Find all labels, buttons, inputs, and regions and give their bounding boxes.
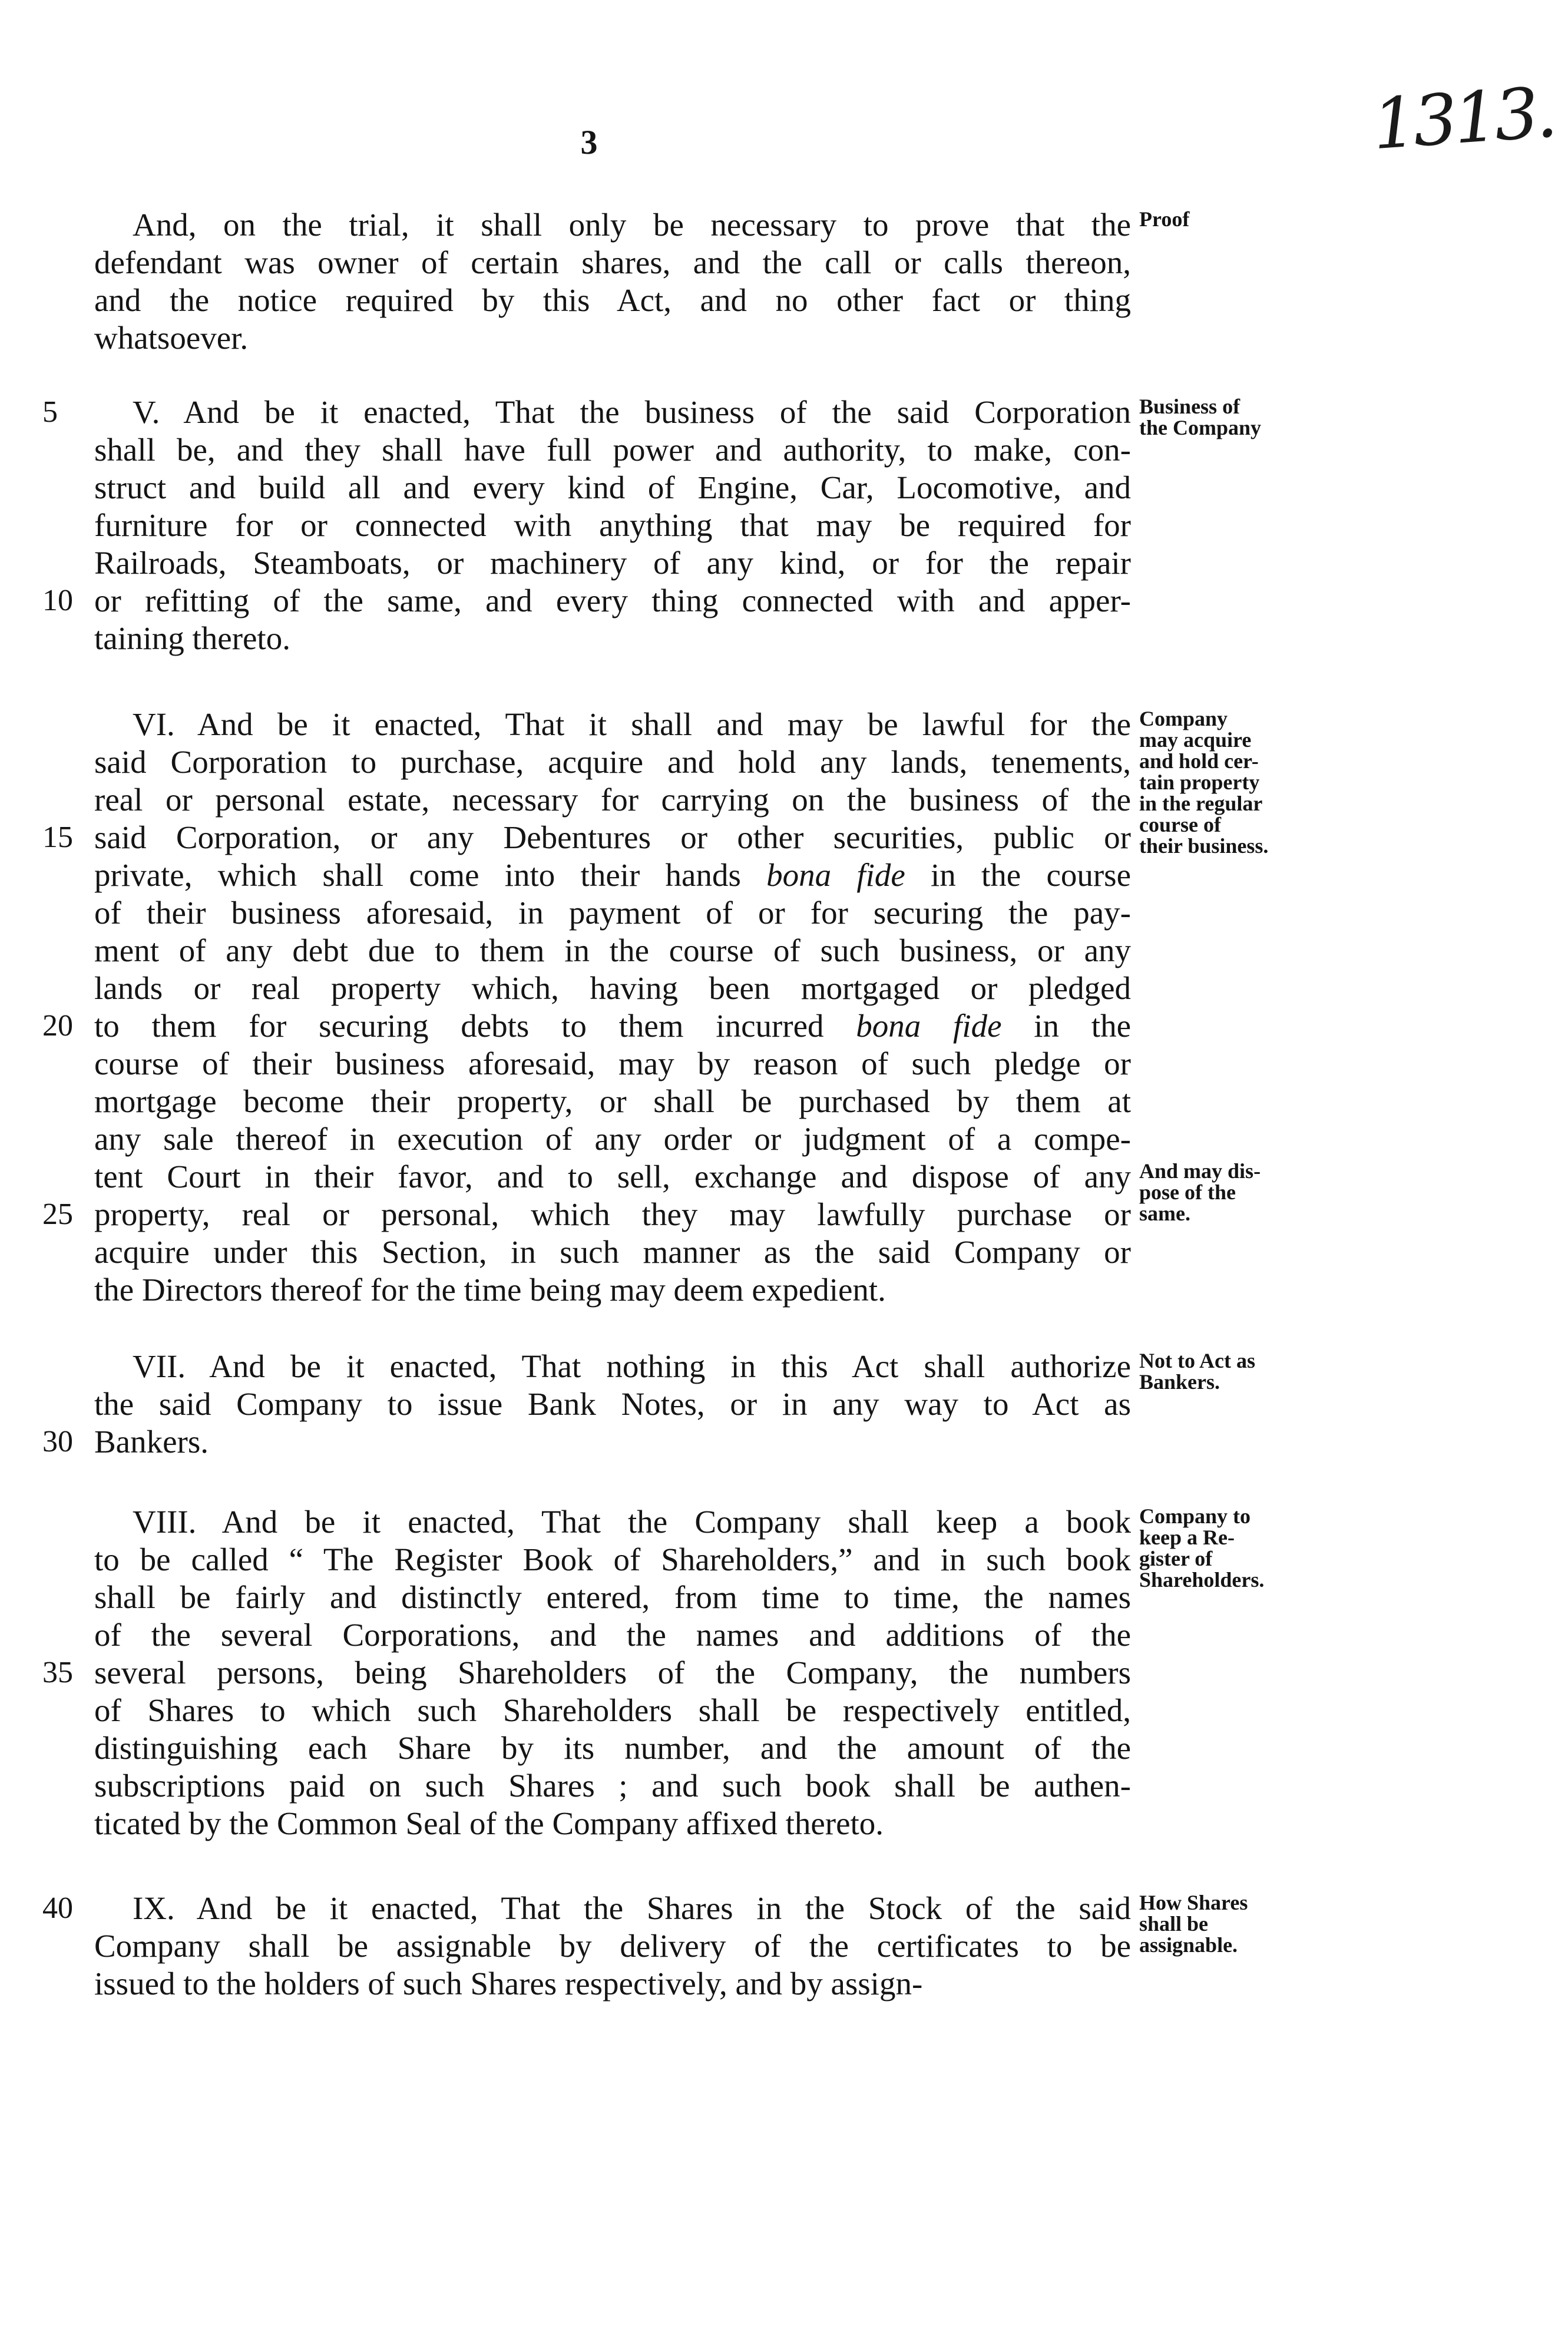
marginal-note-line: tain property bbox=[1139, 770, 1260, 794]
text-line: defendant was owner of certain shares, and the call or calls thereon, bbox=[94, 244, 1131, 280]
line-number: 15 bbox=[42, 821, 73, 854]
text-line: struct and build all and every kind of Engine, Car, Locomotive, and bbox=[94, 469, 1131, 505]
text-line: IX. And be it enacted, That the Shares in the Stock of the said bbox=[133, 1890, 1131, 1926]
marginal-note-line: pose of the bbox=[1139, 1180, 1236, 1204]
text-line: course of their business aforesaid, may by reason of such pledge or bbox=[94, 1046, 1131, 1081]
text-line: shall be, and they shall have full power and authority, to make, con- bbox=[94, 432, 1131, 468]
text-line: any sale thereof in execution of any order or judgment of a compe- bbox=[94, 1121, 1131, 1157]
line-number: 35 bbox=[42, 1656, 73, 1689]
text-line: V. And be it enacted, That the business of the said Corporation bbox=[133, 394, 1131, 430]
page-number: 3 bbox=[580, 123, 598, 161]
marginal-note bbox=[1139, 209, 1316, 230]
text-line: property, real or personal, which they may lawfully purchase or bbox=[94, 1196, 1131, 1232]
marginal-note-line: gister of bbox=[1139, 1547, 1213, 1570]
text-line: ticated by the Common Seal of the Company affixed thereto. bbox=[94, 1805, 884, 1841]
line-number: 40 bbox=[42, 1891, 73, 1925]
marginal-note-line: and hold cer- bbox=[1139, 749, 1259, 773]
text-line: VII. And be it enacted, That nothing in this Act shall authorize bbox=[133, 1348, 1131, 1384]
text-line: Railroads, Steamboats, or machinery of any kind, or for the repair bbox=[94, 545, 1131, 581]
marginal-note bbox=[1139, 396, 1316, 438]
text-line: And, on the trial, it shall only be necessary to prove that the bbox=[133, 207, 1131, 243]
text-line: issued to the holders of such Shares respectively, and by assign- bbox=[94, 1966, 923, 2002]
text-line: ment of any debt due to them in the course of such business, or any bbox=[94, 932, 1131, 968]
text-line: said Corporation to purchase, acquire and hold any lands, tenements, bbox=[94, 744, 1131, 780]
line-number: 20 bbox=[42, 1009, 73, 1043]
text-line: to be called “ The Register Book of Shareholders,” and in such book bbox=[94, 1541, 1131, 1577]
text-line: the said Company to issue Bank Notes, or in any way to Act as bbox=[94, 1386, 1131, 1422]
marginal-note bbox=[1139, 1506, 1316, 1590]
text-line: taining thereto. bbox=[94, 620, 290, 656]
text-line: mortgage become their property, or shall be purchased by them at bbox=[94, 1083, 1131, 1119]
text-line: whatsoever. bbox=[94, 320, 249, 356]
marginal-note-line: assignable. bbox=[1139, 1933, 1238, 1957]
text-line: real or personal estate, necessary for carrying on the business of the bbox=[94, 782, 1131, 818]
marginal-note-line: Business of bbox=[1139, 395, 1240, 418]
text-line: lands or real property which, having been mortgaged or pledged bbox=[94, 970, 1131, 1006]
line-number: 30 bbox=[42, 1425, 73, 1458]
text-line: Bankers. bbox=[94, 1424, 209, 1460]
line-number: 10 bbox=[42, 584, 73, 617]
marginal-note-line: Company to bbox=[1139, 1504, 1251, 1528]
marginal-note bbox=[1139, 1160, 1316, 1224]
marginal-note-line: Company bbox=[1139, 707, 1228, 730]
text-line: Company shall be assignable by delivery of the certificates to be bbox=[94, 1928, 1131, 1964]
text-line: the Directors thereof for the time being may deem expedient. bbox=[94, 1272, 886, 1308]
marginal-note bbox=[1139, 1350, 1316, 1392]
marginal-note-line: course of bbox=[1139, 813, 1221, 836]
text-line: subscriptions paid on such Shares ; and such book shall be authen- bbox=[94, 1768, 1131, 1804]
text-line: furniture for or connected with anything that may be required for bbox=[94, 507, 1131, 543]
marginal-note bbox=[1139, 708, 1316, 856]
marginal-note-line: their business. bbox=[1139, 834, 1269, 858]
line-number: 25 bbox=[42, 1197, 73, 1231]
marginal-note-line: Bankers. bbox=[1139, 1370, 1220, 1394]
marginal-note-line: in the regular bbox=[1139, 792, 1263, 815]
marginal-note-line: keep a Re- bbox=[1139, 1526, 1235, 1549]
marginal-note-line: the Company bbox=[1139, 416, 1262, 439]
marginal-note bbox=[1139, 1892, 1316, 1956]
marginal-note-line: Proof bbox=[1139, 207, 1190, 231]
text-line: shall be fairly and distinctly entered, from time to time, the names bbox=[94, 1579, 1131, 1615]
marginal-note-line: And may dis- bbox=[1139, 1159, 1261, 1183]
text-line: tent Court in their favor, and to sell, exchange and dispose of any bbox=[94, 1159, 1131, 1195]
text-line: to them for securing debts to them incurred bona fide in the bbox=[94, 1008, 1132, 1044]
text-line: of their business aforesaid, in payment of or for securing the pay- bbox=[94, 895, 1131, 931]
text-line: distinguishing each Share by its number, and the amount of the bbox=[94, 1730, 1131, 1766]
text-line: acquire under this Section, in such manner as the said Company or bbox=[94, 1234, 1131, 1270]
marginal-note-line: may acquire bbox=[1139, 728, 1252, 752]
text-line: of the several Corporations, and the names and additions of the bbox=[94, 1617, 1131, 1653]
marginal-note-line: Not to Act as bbox=[1139, 1349, 1255, 1372]
marginal-note-line: How Shares bbox=[1139, 1891, 1248, 1914]
marginal-note-line: same. bbox=[1139, 1202, 1190, 1225]
handwritten-page-mark: 1313. bbox=[1369, 71, 1557, 166]
text-line: VI. And be it enacted, That it shall and may be lawful for the bbox=[133, 706, 1131, 742]
marginal-note-line: shall be bbox=[1139, 1912, 1209, 1936]
text-line: or refitting of the same, and every thing connected with and apper- bbox=[94, 583, 1131, 618]
text-line: several persons, being Shareholders of the Company, the numbers bbox=[94, 1655, 1131, 1690]
marginal-note-line: Shareholders. bbox=[1139, 1568, 1265, 1592]
text-line: of Shares to which such Shareholders shall be respectively entitled, bbox=[94, 1692, 1131, 1728]
text-line: private, which shall come into their hands bona fide in the course bbox=[94, 857, 1131, 893]
line-number: 5 bbox=[42, 395, 58, 429]
text-line: and the notice required by this Act, and no other fact or thing bbox=[94, 282, 1131, 318]
text-line: VIII. And be it enacted, That the Company shall keep a book bbox=[133, 1504, 1131, 1540]
text-line: said Corporation, or any Debentures or other securities, public or bbox=[94, 819, 1131, 855]
